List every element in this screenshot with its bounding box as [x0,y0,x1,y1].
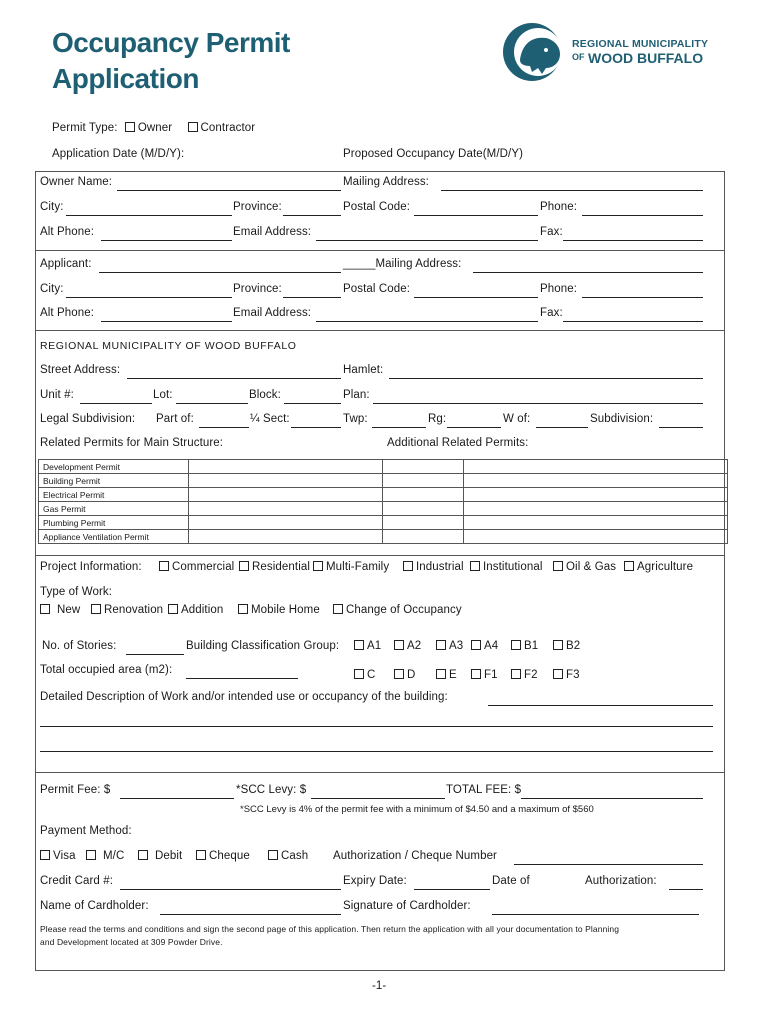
authorization-label: Authorization: [585,875,657,887]
stories-label: No. of Stories: [42,640,117,652]
total-fee-label: TOTAL FEE: $ [446,784,522,796]
auth-cheque-field[interactable] [514,864,703,865]
applicant-field[interactable] [99,272,341,273]
project-option-oil-gas[interactable]: Oil & Gas [553,561,616,573]
logo-text-line2: WOOD BUFFALO [588,50,704,66]
total-fee-field[interactable] [521,798,703,799]
section-divider [35,772,725,773]
subdivision-label: Subdivision: [590,413,654,425]
page-number: -1- [372,980,387,992]
location-heading: REGIONAL MUNICIPALITY OF WOOD BUFFALO [40,340,297,352]
checkbox[interactable] [436,640,446,650]
owner-email-label: Email Address: [233,226,312,238]
project-option-residential[interactable]: Residential [239,561,310,573]
owner-mailing-field[interactable] [441,190,703,191]
auth-cheque-label: Authorization / Cheque Number [333,850,497,862]
additional-permit-cell[interactable] [464,474,728,488]
class-f3[interactable]: F3 [553,669,580,681]
work-option-addition[interactable]: Addition [168,604,223,616]
owner-checkbox[interactable] [125,122,135,132]
scc-levy-field[interactable] [311,798,445,799]
contractor-checkbox[interactable] [188,122,198,132]
plan-field[interactable] [373,403,703,404]
checkbox[interactable] [168,604,178,614]
checkbox[interactable] [159,561,169,571]
permit-number-cell[interactable] [188,530,382,544]
additional-permit-cell[interactable] [464,460,728,474]
page-title-line2: Application [52,63,199,94]
payment-mc[interactable]: M/C [86,850,124,862]
applicant-alt-phone-field[interactable] [101,321,232,322]
block-field[interactable] [284,403,341,404]
stories-field[interactable] [126,654,184,655]
additional-permit-cell[interactable] [464,516,728,530]
w-of-field[interactable] [536,427,588,428]
applicant-city-label: City: [40,283,64,295]
applicant-mailing-field[interactable] [473,272,703,273]
scc-levy-label: *SCC Levy: $ [236,784,307,796]
type-of-work-label: Type of Work: [40,586,113,598]
footer-note-line1: Please read the terms and conditions and sign the second page of this application. Then return the application with all your documentation to Planning [40,924,620,934]
permit-number-cell[interactable] [188,502,382,516]
description-label: Detailed Description of Work and/or intended use or occupancy of the building: [40,691,448,703]
checkbox[interactable] [86,850,96,860]
permit-number-cell[interactable] [188,474,382,488]
project-option-agriculture[interactable]: Agriculture [624,561,693,573]
additional-permit-cell[interactable] [382,488,464,502]
owner-fax-label: Fax: [540,226,563,238]
table-row [39,516,728,530]
date-of-label: Date of [492,875,530,887]
checkbox[interactable] [471,640,481,650]
rg-field[interactable] [447,427,501,428]
applicant-phone-label: Phone: [540,283,578,295]
project-option-institutional[interactable]: Institutional [470,561,542,573]
footer-note-line2: and Development located at 309 Powder Drive. [40,937,223,947]
unit-field[interactable] [80,403,152,404]
permit-name-cell: Development Permit [39,460,189,474]
table-row [39,502,728,516]
description-field-line1[interactable] [488,705,713,706]
additional-permit-cell[interactable] [382,502,464,516]
work-option-change-of-occupancy[interactable]: Change of Occupancy [333,604,462,616]
additional-permit-cell[interactable] [464,502,728,516]
checkbox[interactable] [394,640,404,650]
checkbox[interactable] [354,640,364,650]
project-info-label: Project Information: [40,561,142,573]
logo-text-of: OF [572,52,585,62]
applicant-postal-label: Postal Code: [343,283,411,295]
applicant-fax-field[interactable] [563,321,703,322]
owner-email-field[interactable] [316,240,538,241]
permit-name-cell: Electrical Permit [39,488,189,502]
class-a3[interactable]: A3 [436,640,463,652]
street-address-field[interactable] [127,378,341,379]
checkbox[interactable] [91,604,101,614]
authorization-field[interactable] [669,889,703,890]
lot-label: Lot: [153,389,173,401]
class-a4[interactable]: A4 [471,640,498,652]
permit-number-cell[interactable] [188,488,382,502]
part-of-field[interactable] [199,427,249,428]
quarter-section-label: ¼ Sect: [250,413,290,425]
owner-phone-label: Phone: [540,201,578,213]
signature-label: Signature of Cardholder: [343,900,471,912]
checkbox[interactable] [470,561,480,571]
checkbox[interactable] [313,561,323,571]
permit-number-cell[interactable] [188,460,382,474]
block-label: Block: [249,389,281,401]
street-address-label: Street Address: [40,364,121,376]
permit-type-label: Permit Type: [52,122,118,134]
permit-type-row [52,122,255,134]
class-e[interactable]: E [436,669,457,681]
checkbox[interactable] [138,850,148,860]
applicant-fax-label: Fax: [540,307,563,319]
unit-label: Unit #: [40,389,74,401]
class-b2[interactable]: B2 [553,640,580,652]
table-row [39,488,728,502]
permit-number-cell[interactable] [188,516,382,530]
applicant-province-label: Province: [233,283,282,295]
classification-label: Building Classification Group: [186,640,340,652]
owner-name-field[interactable] [117,190,341,191]
class-f1[interactable]: F1 [471,669,498,681]
checkbox[interactable] [239,561,249,571]
owner-label: Owner [137,122,173,134]
checkbox[interactable] [403,561,413,571]
plan-label: Plan: [343,389,370,401]
applicant-city-field[interactable] [66,297,232,298]
work-option-new[interactable]: New [40,604,80,616]
checkbox[interactable] [40,604,50,614]
project-option-multi-family[interactable]: Multi-Family [313,561,389,573]
total-area-field[interactable] [186,678,298,679]
part-of-label: Part of: [156,413,194,425]
applicant-alt-phone-label: Alt Phone: [40,307,95,319]
contractor-label: Contractor [200,122,256,134]
twp-field[interactable] [372,427,426,428]
payment-cheque[interactable]: Cheque [196,850,250,862]
checkbox[interactable] [268,850,278,860]
expiry-date-field[interactable] [414,889,490,890]
twp-label: Twp: [343,413,368,425]
legal-subdivision-label: Legal Subdivision: [40,413,136,425]
description-field-line2[interactable] [40,726,713,727]
owner-mailing-label: Mailing Address: [343,176,429,188]
additional-permit-cell[interactable] [382,460,464,474]
proposed-occupancy-date-label: Proposed Occupancy Date(M/D/Y) [343,148,524,160]
checkbox[interactable] [511,640,521,650]
additional-permit-cell[interactable] [382,530,464,544]
owner-phone-field[interactable] [582,215,703,216]
lot-field[interactable] [176,403,248,404]
permit-fee-label: Permit Fee: $ [40,784,111,796]
subdivision-field[interactable] [659,427,703,428]
additional-permit-cell[interactable] [382,516,464,530]
work-option-mobile-home[interactable]: Mobile Home [238,604,320,616]
page-title-line1: Occupancy Permit [52,27,290,58]
checkbox[interactable] [553,669,563,679]
checkbox[interactable] [511,669,521,679]
payment-visa[interactable]: Visa [40,850,76,862]
table-row [39,474,728,488]
section-divider [35,250,725,251]
project-option-industrial[interactable]: Industrial [403,561,464,573]
applicant-mailing-label: _____Mailing Address: [343,258,462,270]
total-area-label: Total occupied area (m2): [40,664,173,676]
checkbox[interactable] [238,604,248,614]
applicant-email-field[interactable] [316,321,538,322]
description-field-line3[interactable] [40,751,713,752]
hamlet-field[interactable] [389,378,703,379]
cardholder-name-field[interactable] [160,914,341,915]
owner-city-label: City: [40,201,64,213]
class-a1[interactable]: A1 [354,640,381,652]
checkbox[interactable] [553,561,563,571]
applicant-phone-field[interactable] [582,297,703,298]
permit-name-cell: Plumbing Permit [39,516,189,530]
payment-method-label: Payment Method: [40,825,132,837]
applicant-province-field[interactable] [283,297,341,298]
applicant-email-label: Email Address: [233,307,312,319]
buffalo-logo-icon [502,22,566,82]
owner-province-field[interactable] [283,215,341,216]
additional-permit-cell[interactable] [464,488,728,502]
owner-name-label: Owner Name: [40,176,113,188]
section-divider [35,555,725,556]
class-a2[interactable]: A2 [394,640,421,652]
w-of-label: W of: [503,413,531,425]
related-permits-main-label: Related Permits for Main Structure: [40,437,224,449]
owner-city-field[interactable] [66,215,232,216]
payment-debit[interactable]: Debit [138,850,182,862]
credit-card-label: Credit Card #: [40,875,113,887]
project-option-commercial[interactable]: Commercial [159,561,234,573]
owner-postal-field[interactable] [414,215,538,216]
class-c[interactable]: C [354,669,375,681]
checkbox[interactable] [40,850,50,860]
owner-province-label: Province: [233,201,282,213]
quarter-section-field[interactable] [291,427,341,428]
permit-name-cell: Appliance Ventilation Permit [39,530,189,544]
permit-fee-field[interactable] [120,798,234,799]
owner-alt-phone-label: Alt Phone: [40,226,95,238]
related-permits-table [38,459,728,544]
additional-permit-cell[interactable] [464,530,728,544]
applicant-postal-field[interactable] [414,297,538,298]
owner-postal-label: Postal Code: [343,201,411,213]
table-row [39,460,728,474]
class-b1[interactable]: B1 [511,640,538,652]
signature-field[interactable] [492,914,699,915]
checkbox[interactable] [471,669,481,679]
expiry-date-label: Expiry Date: [343,875,407,887]
scc-levy-note: *SCC Levy is 4% of the permit fee with a minimum of $4.50 and a maximum of $560 [240,804,594,815]
checkbox[interactable] [436,669,446,679]
table-row [39,530,728,544]
checkbox[interactable] [553,640,563,650]
rg-label: Rg: [428,413,447,425]
owner-alt-phone-field[interactable] [101,240,232,241]
checkbox[interactable] [624,561,634,571]
municipality-logo [502,22,717,82]
applicant-label: Applicant: [40,258,92,270]
owner-fax-field[interactable] [563,240,703,241]
checkbox[interactable] [354,669,364,679]
checkbox[interactable] [394,669,404,679]
hamlet-label: Hamlet: [343,364,384,376]
work-option-renovation[interactable]: Renovation [91,604,163,616]
cardholder-name-label: Name of Cardholder: [40,900,149,912]
logo-text-line1: REGIONAL MUNICIPALITY [572,38,709,50]
class-f2[interactable]: F2 [511,669,538,681]
checkbox[interactable] [333,604,343,614]
permit-name-cell: Building Permit [39,474,189,488]
class-d[interactable]: D [394,669,415,681]
credit-card-field[interactable] [120,889,341,890]
section-divider [35,330,725,331]
payment-cash[interactable]: Cash [268,850,308,862]
permit-name-cell: Gas Permit [39,502,189,516]
application-date-label: Application Date (M/D/Y): [52,148,185,160]
additional-permit-cell[interactable] [382,474,464,488]
additional-related-permits-label: Additional Related Permits: [387,437,529,449]
checkbox[interactable] [196,850,206,860]
